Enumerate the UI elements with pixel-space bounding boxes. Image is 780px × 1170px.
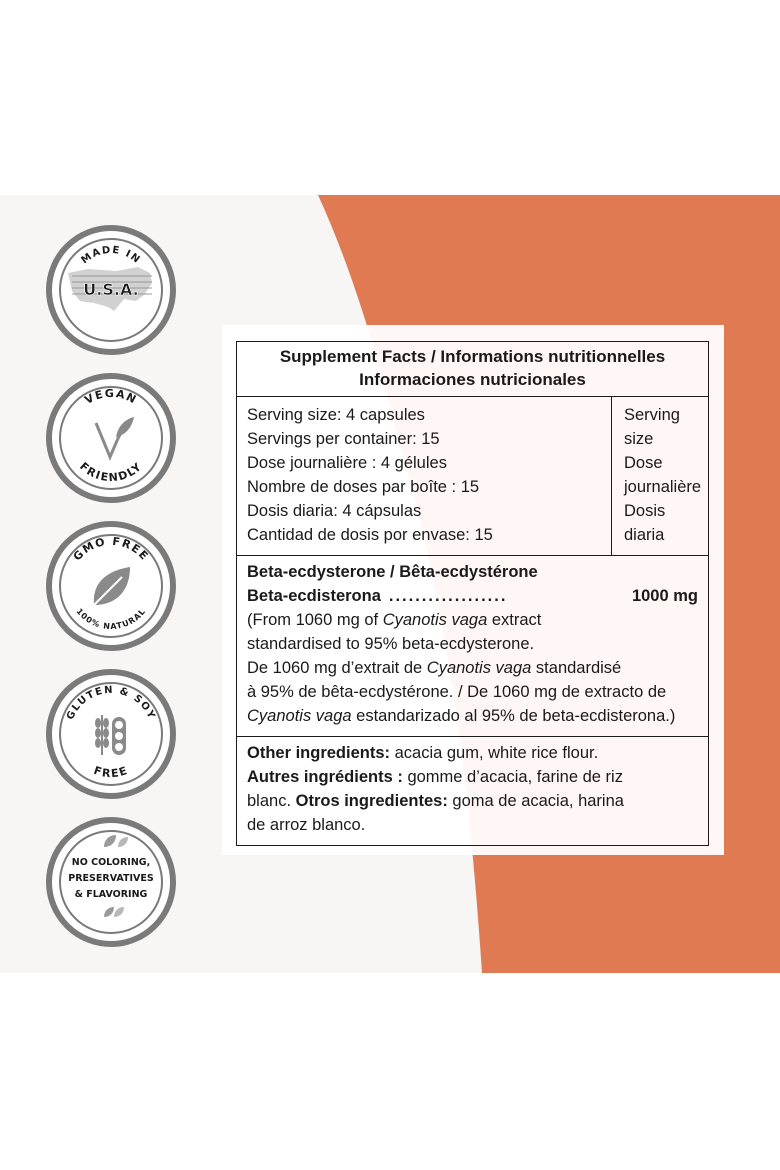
badge-line-1: NO COLORING,	[71, 857, 151, 868]
serving-header-line: journalière	[624, 478, 702, 496]
serving-header-line: diaria	[624, 526, 665, 544]
serving-section	[237, 397, 708, 556]
supplement-facts-card	[222, 325, 724, 855]
badge-top-text: GLUTEN & SOY	[64, 684, 158, 722]
gluten-soy-free-badge	[46, 669, 176, 799]
badge-line-2: PRESERVATIVES	[68, 873, 154, 884]
active-ingredient-section	[237, 556, 708, 737]
ingredient-name-line1: Beta-ecdysterone / Bêta-ecdystérone	[247, 563, 538, 581]
other-ingredients-section	[237, 737, 708, 845]
serving-line: Servings per container: 15	[247, 430, 440, 448]
serving-header-line: Dosis	[624, 502, 666, 520]
ingredient-desc-line: à 95% de bêta-ecdystérone. / De 1060 mg de extracto de	[247, 683, 667, 701]
ingredient-amount: 1000 mg	[631, 587, 698, 605]
serving-header-line: Serving	[624, 406, 680, 424]
badge-top-text: GMO FREE	[70, 534, 152, 564]
ingredient-desc-line: De 1060 mg d’extrait de Cyanotis vaga standardisé	[247, 659, 622, 677]
serving-header-line: size	[624, 430, 654, 448]
other-line: blanc. Otros ingredientes: goma de acacia, harina	[247, 792, 624, 810]
badge-bottom-text: FRIENDLY	[77, 459, 145, 485]
other-line: de arroz blanco.	[247, 816, 366, 834]
ingredient-desc-line: standardised to 95% beta-ecdysterone.	[247, 635, 535, 653]
serving-line: Cantidad de dosis por envase: 15	[247, 526, 493, 544]
facts-header	[237, 342, 708, 397]
ingredient-desc-line: Cyanotis vaga estandarizado al 95% de beta-ecdisterona.)	[247, 707, 676, 725]
leader-dots: ..................	[388, 587, 508, 605]
badge-line-3: & FLAVORING	[74, 889, 148, 900]
no-coloring-badge	[46, 817, 176, 947]
ingredient-name-line2: Beta-ecdisterona	[247, 587, 381, 605]
other-line: Autres ingrédients : gomme d’acacia, farine de riz	[247, 768, 623, 786]
serving-line: Nombre de doses par boîte : 15	[247, 478, 480, 496]
gmo-free-badge	[46, 521, 176, 651]
serving-right-column	[612, 397, 708, 555]
supplement-facts-table	[236, 341, 709, 846]
product-banner	[0, 195, 780, 973]
serving-header-line: Dose	[624, 454, 663, 472]
serving-left-column	[237, 397, 612, 555]
badge-bottom-text: FREE	[92, 763, 130, 781]
serving-line: Dosis diaria: 4 cápsulas	[247, 502, 422, 520]
badge-top-text: MADE IN	[79, 244, 143, 267]
other-line: Other ingredients: acacia gum, white rice flour.	[247, 744, 599, 762]
badge-center-text: U.S.A.	[83, 280, 139, 299]
badge-top-text: VEGAN	[82, 386, 140, 407]
serving-line: Serving size: 4 capsules	[247, 406, 425, 424]
ingredient-amount-row	[247, 584, 698, 608]
vegan-friendly-badge	[46, 373, 176, 503]
ingredient-desc-line: (From 1060 mg of Cyanotis vaga extract	[247, 611, 542, 629]
badge-bottom-text: 100% NATURAL	[74, 606, 148, 632]
facts-title-line1: Supplement Facts / Informations nutritionnelles	[279, 347, 666, 366]
facts-title-line2: Informaciones nutricionales	[359, 370, 586, 389]
serving-line: Dose journalière : 4 gélules	[247, 454, 447, 472]
made-in-usa-badge	[46, 225, 176, 355]
